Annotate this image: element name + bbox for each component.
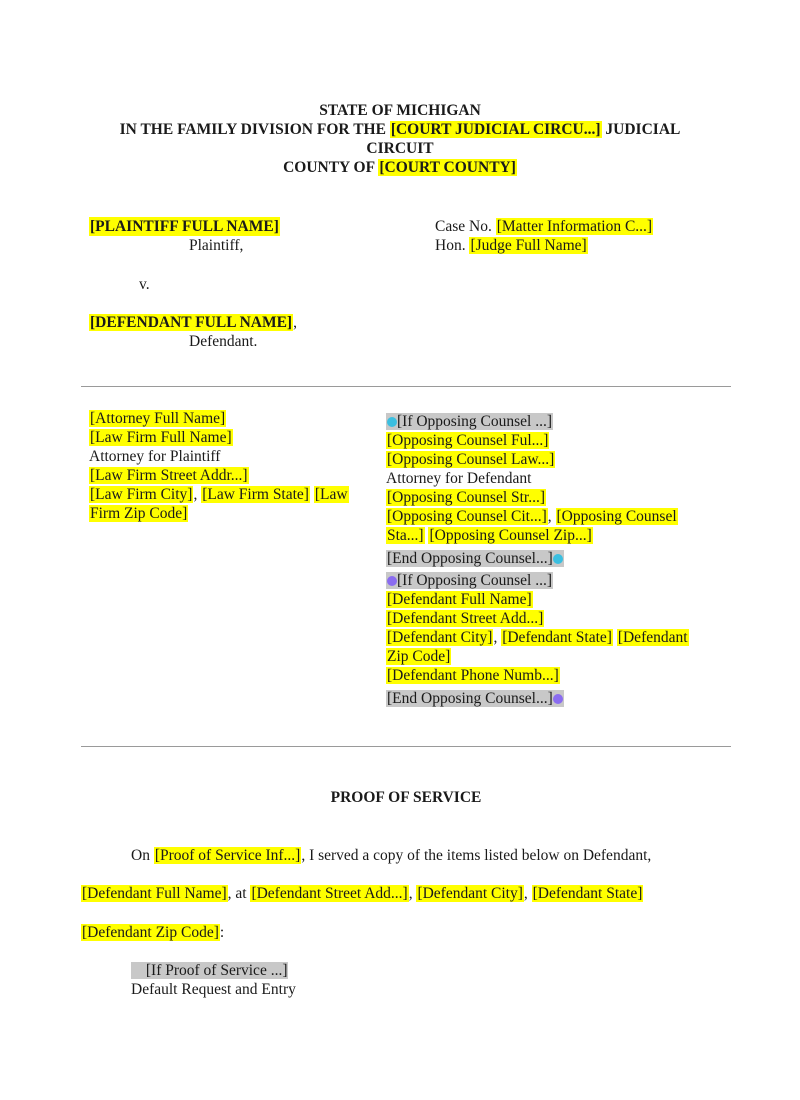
firm-zip-field-cont[interactable]: Firm Zip Code] bbox=[90, 505, 188, 522]
firm-zip-field[interactable]: [Law bbox=[314, 486, 348, 503]
county-heading: COUNTY OF [COURT COUNTY] bbox=[283, 159, 516, 176]
defendant-name-field[interactable]: [DEFENDANT FULL NAME] bbox=[90, 314, 293, 331]
proof-line-1: On [Proof of Service Inf...], I served a copy of the items listed below on Defendant, bbox=[131, 847, 652, 864]
condition-start-gray-icon bbox=[132, 962, 142, 977]
divider-top bbox=[81, 386, 731, 387]
if-opposing-counsel-marker-2[interactable]: [If Opposing Counsel ...] bbox=[386, 572, 553, 589]
proof-service-info-field[interactable]: [Proof of Service Inf...] bbox=[154, 847, 301, 864]
condition-start-purple-icon bbox=[387, 576, 397, 586]
defendant-full-name-field[interactable]: [Defendant Full Name] bbox=[387, 591, 532, 608]
circuit-heading: CIRCUIT bbox=[366, 140, 434, 157]
if-proof-of-service-marker[interactable]: [If Proof of Service ...] bbox=[131, 962, 288, 979]
divider-bottom bbox=[81, 746, 731, 747]
proof-of-service-title: PROOF OF SERVICE bbox=[330, 789, 482, 806]
versus-label: v. bbox=[139, 276, 150, 293]
opposing-counsel-state-field-cont[interactable]: Sta...] bbox=[387, 527, 424, 544]
court-header bbox=[0, 101, 800, 177]
case-number-line: Case No. [Matter Information C...] bbox=[435, 218, 653, 235]
court-circuit-field[interactable]: [COURT JUDICIAL CIRCU...] bbox=[390, 121, 601, 138]
plaintiff-attorney-block: [Attorney Full Name] [Law Firm Full Name] Attorney for Plaintiff [Law Firm Street Addr...] [Law Firm City], [Law Firm State] [Law Firm Zip Code] bbox=[89, 410, 348, 522]
proof-line-2: [Defendant Full Name], at [Defendant Street Add...], [Defendant City], [Defendant State] bbox=[82, 885, 643, 902]
defendant-label: Defendant. bbox=[189, 333, 258, 350]
opposing-counsel-firm-field[interactable]: [Opposing Counsel Law...] bbox=[387, 451, 555, 468]
defendant-attorney-block: [If Opposing Counsel ...] [Opposing Counsel Ful...] [Opposing Counsel Law...] Attorney for Defendant [Opposing Counsel Str...] [Opposing Counsel Cit...], [Opposing Counsel Sta...] [Opposing Counsel Zip...] [End Opposing Counsel...] [If Opposing Counsel ...] [Defendant Full Name] [Defendant Street Add...] [Defendant City], [Defendant State] [Defendant Zip Code] [Defendant Phone Numb...] [End Opposing Counsel...] bbox=[386, 413, 688, 707]
condition-end-purple-icon bbox=[553, 694, 563, 704]
opposing-counsel-name-field[interactable]: [Opposing Counsel Ful...] bbox=[387, 432, 549, 449]
firm-name-field[interactable]: [Law Firm Full Name] bbox=[90, 429, 232, 446]
case-number-field[interactable]: [Matter Information C...] bbox=[496, 218, 653, 235]
proof-defendant-street-field[interactable]: [Defendant Street Add...] bbox=[251, 885, 408, 902]
court-county-field[interactable]: [COURT COUNTY] bbox=[379, 159, 516, 176]
firm-street-field[interactable]: [Law Firm Street Addr...] bbox=[90, 467, 248, 484]
defendant-street-field[interactable]: [Defendant Street Add...] bbox=[387, 610, 544, 627]
proof-items-block bbox=[131, 961, 296, 999]
firm-city-field[interactable]: [Law Firm City] bbox=[90, 486, 193, 503]
defendant-zip-field[interactable]: [Defendant bbox=[617, 629, 688, 646]
opposing-counsel-state-field[interactable]: [Opposing Counsel bbox=[556, 508, 677, 525]
defendant-city-field[interactable]: [Defendant City] bbox=[387, 629, 493, 646]
opposing-counsel-street-field[interactable]: [Opposing Counsel Str...] bbox=[387, 489, 546, 506]
plaintiff-label: Plaintiff, bbox=[189, 237, 244, 254]
defendant-state-field[interactable]: [Defendant State] bbox=[502, 629, 612, 646]
end-opposing-counsel-marker-2[interactable]: [End Opposing Counsel...] bbox=[386, 690, 564, 707]
division-heading: IN THE FAMILY DIVISION FOR THE [COURT JUDICIAL CIRCU...] JUDICIAL bbox=[119, 121, 681, 138]
defendant-attorney-role: Attorney for Defendant bbox=[386, 470, 532, 487]
proof-line-3: [Defendant Zip Code]: bbox=[82, 924, 225, 941]
proof-defendant-city-field[interactable]: [Defendant City] bbox=[417, 885, 523, 902]
proof-defendant-state-field[interactable]: [Defendant State] bbox=[532, 885, 643, 902]
defendant-zip-field-cont[interactable]: Zip Code] bbox=[387, 648, 451, 665]
opposing-counsel-city-field[interactable]: [Opposing Counsel Cit...] bbox=[387, 508, 547, 525]
firm-state-field[interactable]: [Law Firm State] bbox=[202, 486, 309, 503]
judge-field[interactable]: [Judge Full Name] bbox=[470, 237, 587, 254]
opposing-counsel-zip-field[interactable]: [Opposing Counsel Zip...] bbox=[429, 527, 592, 544]
judge-line: Hon. [Judge Full Name] bbox=[435, 237, 587, 254]
attorney-name-field[interactable]: [Attorney Full Name] bbox=[90, 410, 226, 427]
proof-defendant-name-field[interactable]: [Defendant Full Name] bbox=[82, 885, 227, 902]
proof-defendant-zip-field[interactable]: [Defendant Zip Code] bbox=[82, 924, 219, 941]
end-opposing-counsel-marker[interactable]: [End Opposing Counsel...] bbox=[386, 550, 564, 567]
proof-item: Default Request and Entry bbox=[131, 981, 296, 998]
plaintiff-name-field[interactable]: [PLAINTIFF FULL NAME] bbox=[90, 218, 279, 235]
condition-start-cyan-icon bbox=[387, 417, 397, 427]
condition-end-cyan-icon bbox=[553, 554, 563, 564]
if-opposing-counsel-marker[interactable]: [If Opposing Counsel ...] bbox=[386, 413, 553, 430]
state-heading: STATE OF MICHIGAN bbox=[319, 102, 481, 119]
attorney-role: Attorney for Plaintiff bbox=[89, 448, 221, 465]
defendant-phone-field[interactable]: [Defendant Phone Numb...] bbox=[387, 667, 559, 684]
defendant-caption: [DEFENDANT FULL NAME], bbox=[90, 314, 297, 331]
